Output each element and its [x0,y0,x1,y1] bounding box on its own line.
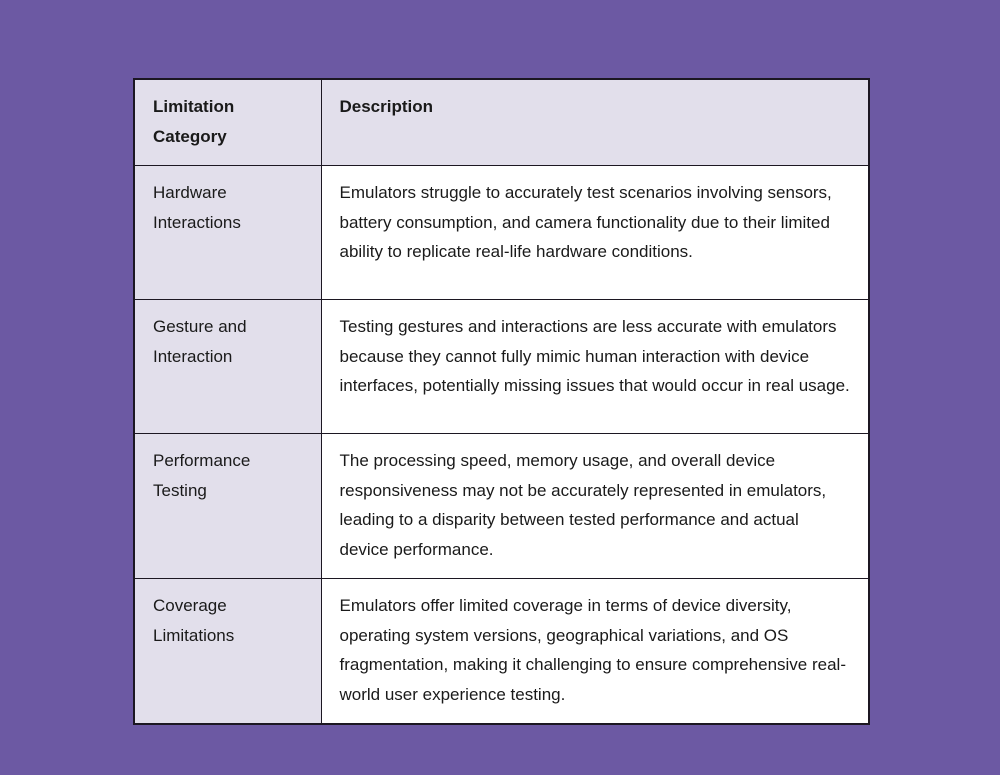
description-cell-performance-testing: The processing speed, memory usage, and overall device responsiveness may not be accurately represented in emulators, leading to a disparity between tested performance and actual device performance. [321,434,869,579]
header-description: Description [321,79,869,166]
table-row [134,579,869,725]
header-limitation-category: Limitation Category [134,79,321,166]
category-cell-performance-testing: Performance Testing [134,434,321,579]
description-cell-coverage-limitations: Emulators offer limited coverage in terms of device diversity, operating system versions, geographical variations, and OS fragmentation, making it challenging to ensure comprehensive real-world user experience testing. [321,579,869,725]
table-row [134,300,869,434]
table-row [134,166,869,300]
category-cell-gesture-and-interaction: Gesture and Interaction [134,300,321,434]
category-cell-coverage-limitations: Coverage Limitations [134,579,321,725]
description-cell-hardware-interactions: Emulators struggle to accurately test scenarios involving sensors, battery consumption, and camera functionality due to their limited ability to replicate real-life hardware conditions. [321,166,869,300]
description-cell-gesture-and-interaction: Testing gestures and interactions are less accurate with emulators because they cannot fully mimic human interaction with device interfaces, potentially missing issues that would occur in real usage. [321,300,869,434]
limitations-table [133,78,870,725]
header-row [134,79,869,166]
table-container [133,78,870,725]
table-row [134,434,869,579]
category-cell-hardware-interactions: Hardware Interactions [134,166,321,300]
